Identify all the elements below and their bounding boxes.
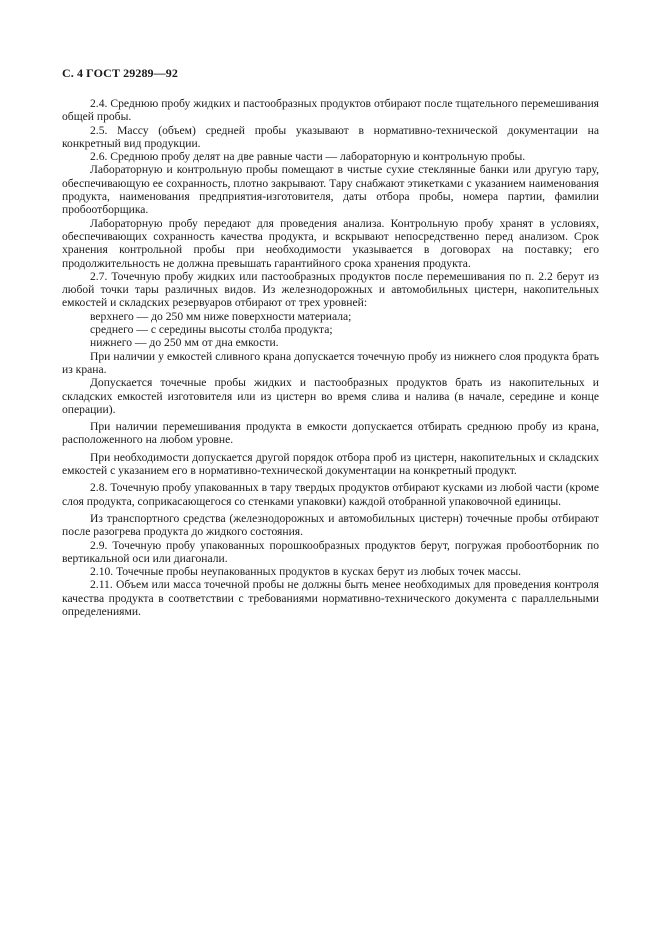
level-upper: верхнего — до 250 мм ниже поверхности материала;: [90, 309, 352, 323]
level-lower: нижнего — до 250 мм от дна емкости.: [90, 336, 279, 350]
level-middle: среднего — с середины высоты столба продукта;: [90, 323, 333, 337]
paragraph-2-5: 2.5. Массу (объем) средней пробы указывают в нормативно-технической документации на конкретный вид продукции.: [62, 123, 599, 150]
paragraph-storage-tanks: Допускается точечные пробы жидких и пастообразных продуктов брать из накопительных и складских емкостей изготовителя или из цистерн во время слива и налива (в начале, середине и конце операции).: [62, 376, 599, 416]
paragraph-2-8: 2.8. Точечную пробу упакованных в тару твердых продуктов отбирают кусками из любой части (кроме слоя продукта, соприкасающегося со стенками упаковки) каждой отобранной упаковочной единицы.: [62, 481, 599, 508]
paragraph-2-10: 2.10. Точечные пробы неупакованных продуктов в кусках берут из любых точек массы.: [90, 565, 522, 579]
paragraph-transport: Из транспортного средства (железнодорожных и автомобильных цистерн) точечные пробы отбирают после разогрева продукта до жидкого состояния.: [62, 511, 599, 539]
paragraph-lab-sample: Лабораторную пробу передают для проведения анализа. Контрольную пробу хранят в условиях, обеспечивающих сохранность качества продукта, и вскрывают непосредственно перед анализом. Срок хранения контрольной пробы при необходимости указывается в договорах на поставку; его продолжительность не должна превышать гарантийного срока хранения продукта.: [62, 216, 599, 270]
paragraph-2-6: 2.6. Среднюю пробу делят на две равные части — лабораторную и контрольную пробы.: [90, 150, 526, 164]
paragraph-2-11: 2.11. Объем или масса точечной пробы не должны быть менее необходимых для проведения контроля качества продукта в соответствии с требованиями нормативно-технического документа с параллельными определениями.: [62, 578, 599, 618]
paragraph-2-4: 2.4. Среднюю пробу жидких и пастообразных продуктов отбирают после тщательного перемешивания общей пробы.: [62, 97, 599, 124]
paragraph-2-9: 2.9. Точечную пробу упакованных порошкообразных продуктов берут, погружая пробоотборник по вертикальной оси или диагонали.: [62, 538, 599, 565]
paragraph-2-7: 2.7. Точечную пробу жидких или пастообразных продуктов после перемешивания по п. 2.2 берут из любой точки тары различных видов. Из железнодорожных и автомобильных цистерн, накопительных емкостей и складских резервуаров отбирают от трех уровней:: [62, 269, 599, 310]
paragraph-sample-storage: Лабораторную и контрольную пробы помещают в чистые сухие стеклянные банки или другую тару, обеспечивающую ее сохранность, плотно закрывают. Тару снабжают этикетками с указанием наименования продукта, наименования предприятия-изготовителя, даты отбора пробы, номера партии, фамилии пробоотборщика.: [62, 163, 599, 217]
paragraph-drain-tap: При наличии у емкостей сливного крана допускается точечную пробу из нижнего слоя продукта брать из крана.: [62, 349, 599, 376]
paragraph-other-procedure: При необходимости допускается другой порядок отбора проб из цистерн, накопительных и складских емкостей с указанием его в нормативно-технической документации на конкретный продукт.: [62, 450, 599, 478]
paragraph-mixing: При наличии перемешивания продукта в емкости допускается отбирать среднюю пробу из крана, расположенного на любом уровне.: [62, 420, 599, 447]
document-body: [62, 97, 599, 618]
page-header: С. 4 ГОСТ 29289—92: [62, 66, 178, 80]
